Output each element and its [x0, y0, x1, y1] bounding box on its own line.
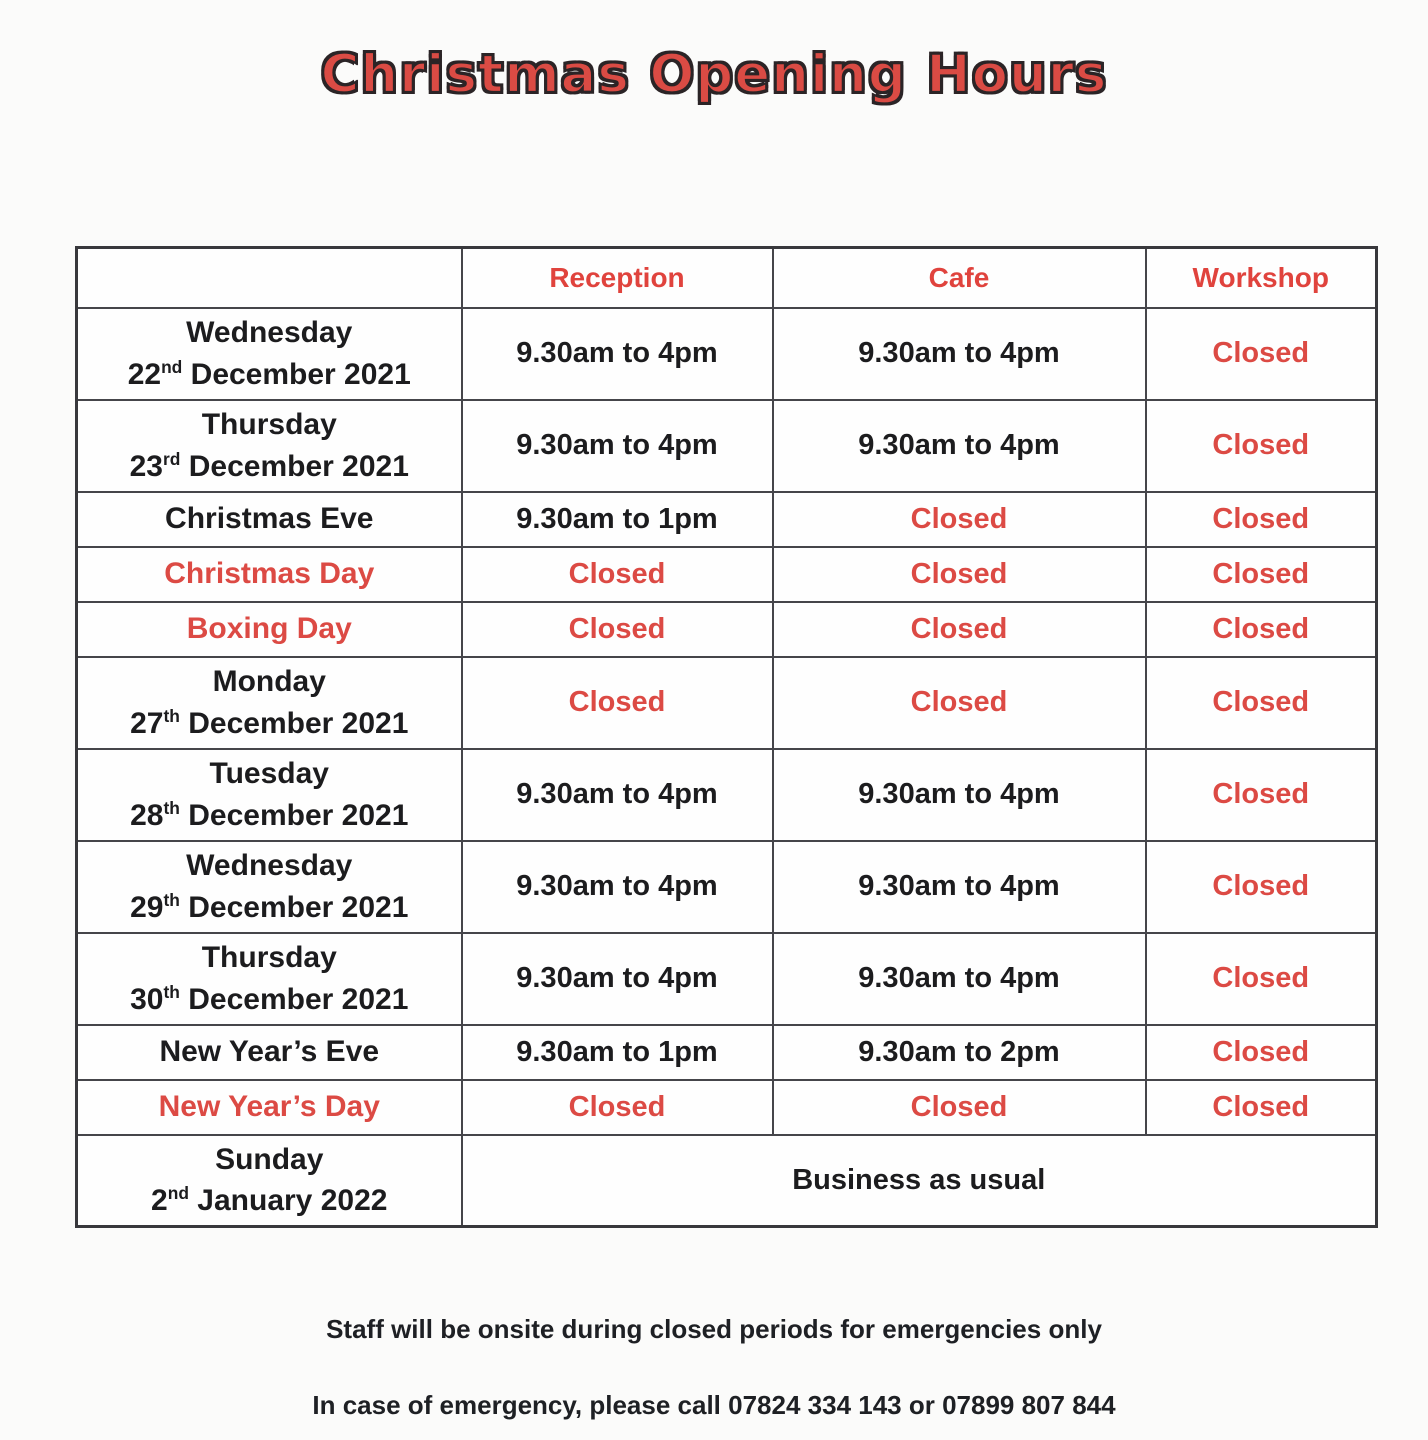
cafe-hours-cell: 9.30am to 4pm: [773, 749, 1146, 841]
reception-hours-cell: 9.30am to 1pm: [462, 492, 773, 547]
cafe-hours-cell: 9.30am to 4pm: [773, 933, 1146, 1025]
workshop-hours-cell: Closed: [1146, 933, 1377, 1025]
date-cell: New Year’s Eve: [77, 1025, 462, 1080]
table-row: [77, 933, 1377, 1025]
date-cell: Boxing Day: [77, 602, 462, 657]
date-cell: New Year’s Day: [77, 1080, 462, 1135]
date-cell: Christmas Eve: [77, 492, 462, 547]
reception-hours-cell: 9.30am to 1pm: [462, 1025, 773, 1080]
workshop-hours-cell: Closed: [1146, 492, 1377, 547]
header-cell-workshop: Workshop: [1146, 248, 1377, 308]
workshop-hours-cell: Closed: [1146, 749, 1377, 841]
footer-note-staff: Staff will be onsite during closed periods for emergencies only: [326, 1314, 1102, 1344]
table-row: [77, 492, 1377, 547]
table-row: [77, 602, 1377, 657]
document-page: [0, 44, 1428, 1440]
reception-hours-cell: 9.30am to 4pm: [462, 933, 773, 1025]
date-cell: Thursday 30th December 2021: [77, 933, 462, 1025]
table-header-row: [77, 248, 1377, 308]
date-cell: Monday 27th December 2021: [77, 657, 462, 749]
date-cell: Tuesday 28th December 2021: [77, 749, 462, 841]
table-row: [77, 400, 1377, 492]
cafe-hours-cell: 9.30am to 4pm: [773, 841, 1146, 933]
cafe-hours-cell: Closed: [773, 547, 1146, 602]
date-cell: Christmas Day: [77, 547, 462, 602]
header-cell-empty: [77, 248, 462, 308]
reception-hours-cell: Closed: [462, 657, 773, 749]
table-row: [77, 308, 1377, 400]
workshop-hours-cell: Closed: [1146, 400, 1377, 492]
workshop-hours-cell: Closed: [1146, 841, 1377, 933]
cafe-hours-cell: 9.30am to 2pm: [773, 1025, 1146, 1080]
reception-hours-cell: Closed: [462, 1080, 773, 1135]
cafe-hours-cell: Closed: [773, 657, 1146, 749]
reception-hours-cell: 9.30am to 4pm: [462, 400, 773, 492]
workshop-hours-cell: Closed: [1146, 1080, 1377, 1135]
table-row: [77, 1135, 1377, 1227]
reception-hours-cell: Closed: [462, 602, 773, 657]
opening-hours-table: [75, 246, 1378, 1228]
workshop-hours-cell: Closed: [1146, 657, 1377, 749]
reception-hours-cell: 9.30am to 4pm: [462, 308, 773, 400]
reception-hours-cell: 9.30am to 4pm: [462, 841, 773, 933]
date-cell: Sunday 2nd January 2022: [77, 1135, 462, 1227]
page-title: Christmas Opening Hours: [320, 44, 1108, 105]
cafe-hours-cell: Closed: [773, 1080, 1146, 1135]
cafe-hours-cell: 9.30am to 4pm: [773, 308, 1146, 400]
reception-hours-cell: Closed: [462, 547, 773, 602]
header-cell-reception: Reception: [462, 248, 773, 308]
table-row: [77, 841, 1377, 933]
workshop-hours-cell: Closed: [1146, 547, 1377, 602]
date-cell: Thursday 23rd December 2021: [77, 400, 462, 492]
business-as-usual-cell: Business as usual: [462, 1135, 1377, 1227]
workshop-hours-cell: Closed: [1146, 308, 1377, 400]
table-row: [77, 547, 1377, 602]
footer-note-emergency: In case of emergency, please call 07824 334 143 or 07899 807 844: [312, 1390, 1116, 1420]
table-row: [77, 1080, 1377, 1135]
table-row: [77, 749, 1377, 841]
table-row: [77, 657, 1377, 749]
workshop-hours-cell: Closed: [1146, 1025, 1377, 1080]
header-cell-cafe: Cafe: [773, 248, 1146, 308]
cafe-hours-cell: Closed: [773, 602, 1146, 657]
table-row: [77, 1025, 1377, 1080]
date-cell: Wednesday 29th December 2021: [77, 841, 462, 933]
workshop-hours-cell: Closed: [1146, 602, 1377, 657]
reception-hours-cell: 9.30am to 4pm: [462, 749, 773, 841]
cafe-hours-cell: Closed: [773, 492, 1146, 547]
cafe-hours-cell: 9.30am to 4pm: [773, 400, 1146, 492]
date-cell: Wednesday 22nd December 2021: [77, 308, 462, 400]
